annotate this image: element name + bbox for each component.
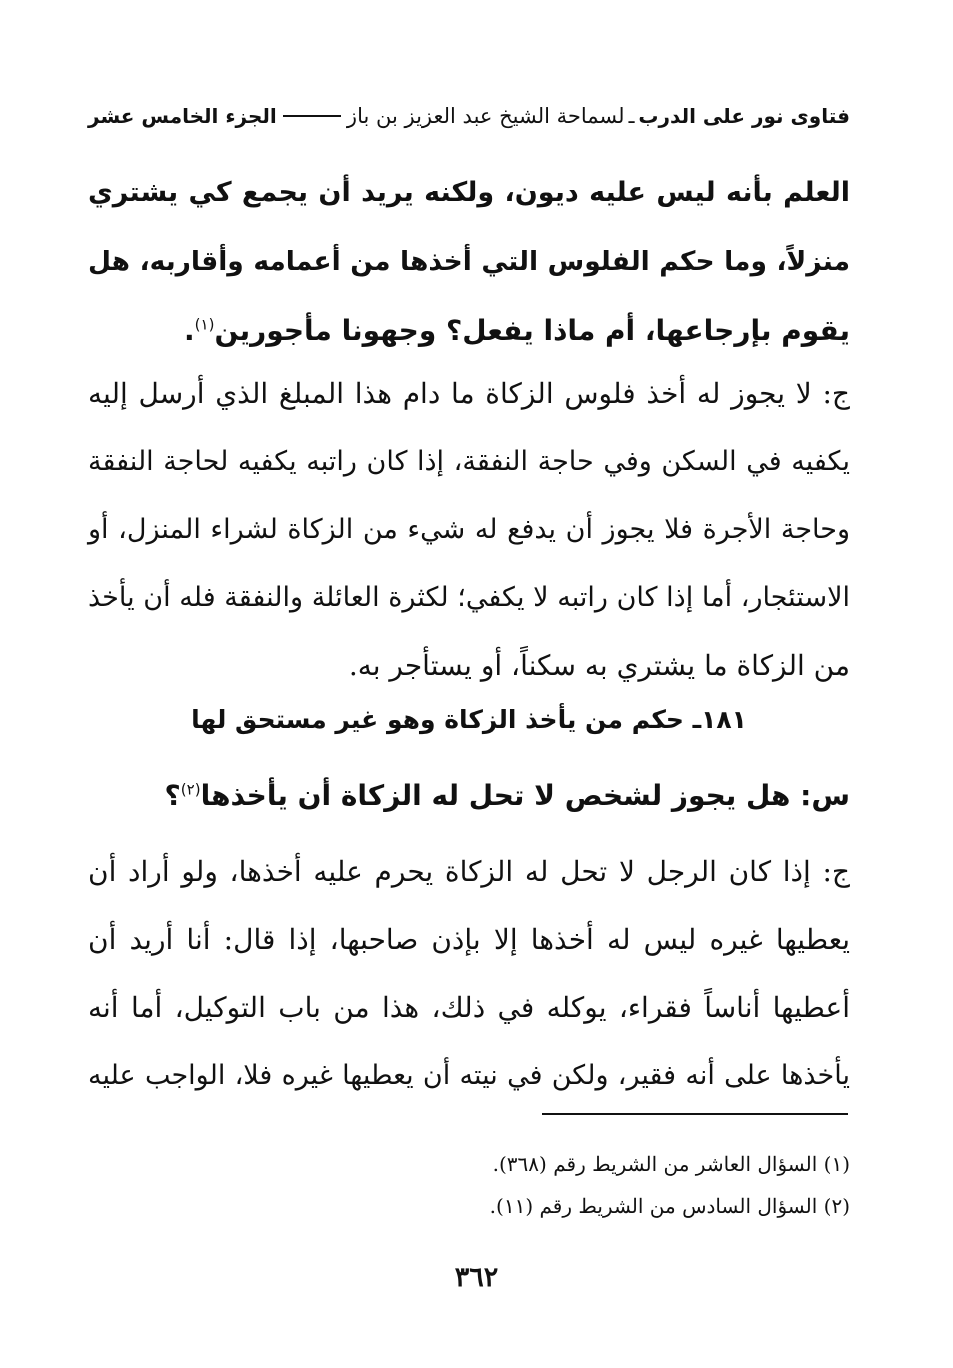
question-2-text: س: هل يجوز لشخص لا تحل له الزكاة أن يأخذها <box>200 779 850 812</box>
header-dash: ـ <box>628 104 635 128</box>
footnote-1: (١) السؤال العاشر من الشريط رقم (٣٦٨). <box>492 1152 850 1176</box>
question-line-text: يقوم بإرجاعها، أم ماذا يفعل؟ وجهونا مأجورين <box>214 314 850 347</box>
header-rule <box>283 115 341 117</box>
question-continued <box>88 158 850 365</box>
answer-line: يأخذها على أنه فقير، ولكن في نيته أن يعطيها غيره فلا، الواجب عليه <box>88 1060 850 1091</box>
answer-line: يكفيه في السكن وفي حاجة النفقة، إذا كان راتبه يكفيه لحاجة النفقة <box>88 446 850 477</box>
answer-line: الاستئجار، أما إذا كان راتبه لا يكفي؛ لكثرة العائلة والنفقة فله أن يأخذ <box>88 582 850 613</box>
footnotes <box>88 1143 850 1227</box>
answer-line: من الزكاة ما يشتري به سكناً، أو يستأجر به. <box>348 649 850 682</box>
header-volume: الجزء الخامس عشر <box>88 104 277 128</box>
answer-line: ج: إذا كان الرجل لا تحل له الزكاة يحرم عليه أخذها، ولو أراد أن <box>88 855 850 888</box>
question-line-end: . <box>184 314 195 347</box>
footnote-2: (٢) السؤال السادس من الشريط رقم (١١). <box>489 1194 850 1218</box>
answer-line: وحاجة الأجرة فلا يجوز أن يدفع له شيء من الزكاة لشراء المنزل، أو <box>88 514 850 545</box>
answer-line: يعطيها غيره ليس له أخذها إلا بإذن صاحبها، إذا قال: أنا أريد أن <box>88 923 850 956</box>
footnote-ref-2: (٢) <box>180 780 201 799</box>
page-number: ٣٦٢ <box>454 1262 499 1293</box>
running-header <box>88 96 850 136</box>
footnote-separator <box>542 1113 848 1115</box>
question-2 <box>88 770 850 822</box>
header-book-title: فتاوى نور على الدرب <box>638 104 850 128</box>
question-2-end: ؟ <box>164 779 181 812</box>
section-heading: ١٨١ـ حكم من يأخذ الزكاة وهو غير مستحق لها <box>191 705 747 734</box>
question-line: منزلاً، وما حكم الفلوس التي أخذها من أعمامه وأقاربه، هل <box>88 246 850 277</box>
question-line: العلم بأنه ليس عليه ديون، ولكنه يريد أن يجمع كي يشتري <box>88 177 850 208</box>
footnote-ref-1: (١) <box>194 315 215 334</box>
answer-line: أعطيها أناساً فقراء، يوكله في ذلك، هذا من باب التوكيل، أما أنه <box>88 991 850 1024</box>
question-line <box>88 296 850 365</box>
header-author: لسماحة الشيخ عبد العزيز بن باز <box>346 104 625 128</box>
answer-2 <box>88 838 850 1110</box>
answer-line: ج: لا يجوز له أخذ فلوس الزكاة ما دام هذا المبلغ الذي أرسل إليه <box>88 377 850 410</box>
answer-1 <box>88 360 850 700</box>
